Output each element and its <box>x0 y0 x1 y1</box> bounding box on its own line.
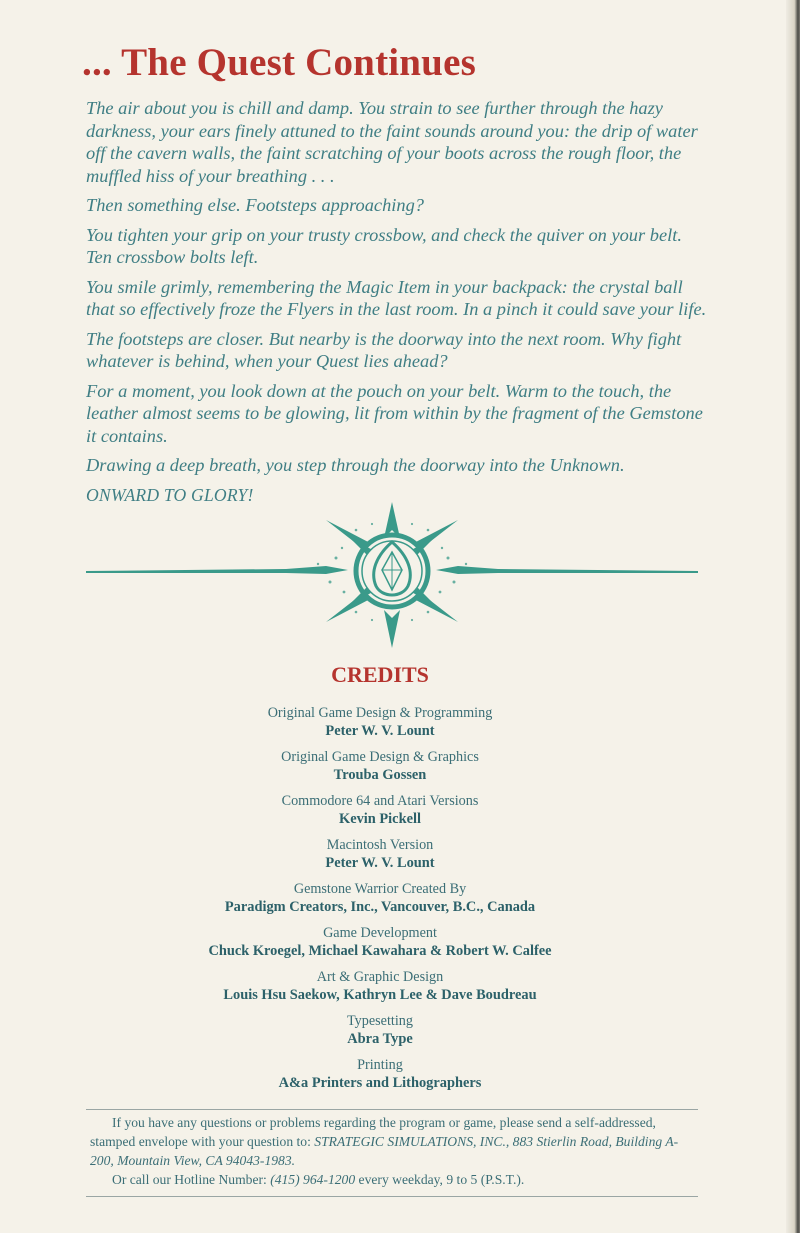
page-title: ... The Quest Continues <box>82 41 476 84</box>
page-edge-shadow <box>786 0 800 1233</box>
contact-intro: If you have any questions or problems regarding the program or game, please send a self-addressed, stamped envelope with your question to: <box>90 1115 656 1149</box>
story-closing: ONWARD TO GLORY! <box>86 484 254 505</box>
credit-name: Trouba Gossen <box>333 767 427 783</box>
credit-name: Peter W. V. Lount <box>325 723 435 739</box>
story-paragraph: The footsteps are closer. But nearby is the doorway into the next room. Why fight whatever is behind, when your Quest lies ahead? <box>86 328 682 371</box>
credits-list <box>0 705 760 1101</box>
credit-entry <box>0 1057 760 1092</box>
story-paragraph: You tighten your grip on your trusty crossbow, and check the quiver on your belt. Ten crossbow bolts left. <box>86 224 682 267</box>
credit-role: Printing <box>357 1057 403 1073</box>
company-address: 883 Stierlin Road, Building A-200, Mountain View, CA 94043-1983. <box>90 1134 679 1168</box>
credit-entry <box>0 925 760 960</box>
credit-name: A&a Printers and Lithographers <box>278 1075 482 1091</box>
story-paragraph: Drawing a deep breath, you step through the doorway into the Unknown. <box>86 455 625 475</box>
credit-entry <box>0 881 760 916</box>
contact-paragraph <box>90 1113 700 1170</box>
hotline-line <box>90 1170 700 1189</box>
credit-name: Paradigm Creators, Inc., Vancouver, B.C., Canada <box>224 899 536 915</box>
story-paragraph: The air about you is chill and damp. You strain to see further through the hazy darkness, your ears finely attuned to the faint sounds around you: the drip of water off the cavern walls, the faint scratching of your boots across the rough floor, the muffled hiss of your breathing . . . <box>86 98 698 186</box>
credit-name: Peter W. V. Lount <box>325 855 435 871</box>
story-paragraph: You smile grimly, remembering the Magic Item in your backpack: the crystal ball that so effectively froze the Flyers in the last room. In a pinch it could save your life. <box>86 276 707 319</box>
credit-entry <box>0 793 760 828</box>
credit-entry <box>0 705 760 740</box>
credit-name: Kevin Pickell <box>339 811 421 827</box>
credit-entry <box>0 837 760 872</box>
credit-role: Art & Graphic Design <box>316 969 444 985</box>
credit-role: Original Game Design & Graphics <box>281 749 479 765</box>
credit-role: Game Development <box>323 925 437 941</box>
company-name: STRATEGIC SIMULATIONS, INC., <box>314 1134 510 1149</box>
credit-role: Commodore 64 and Atari Versions <box>281 793 479 809</box>
credit-role: Macintosh Version <box>326 837 434 853</box>
credit-name: Chuck Kroegel, Michael Kawahara & Robert W. Calfee <box>208 943 552 959</box>
hotline-prefix: Or call our Hotline Number: <box>112 1172 267 1187</box>
gemstone-ornament-icon <box>86 500 698 650</box>
story-paragraph: For a moment, you look down at the pouch on your belt. Warm to the touch, the leather almost seems to be glowing, lit from within by the fragment of the Gemstone it contains. <box>86 380 703 446</box>
credit-role: Original Game Design & Programming <box>267 705 493 721</box>
story-text <box>86 97 711 506</box>
credit-name: Abra Type <box>347 1031 413 1047</box>
credit-entry <box>0 749 760 784</box>
credits-heading: CREDITS <box>331 662 429 687</box>
divider-bottom <box>86 1196 698 1197</box>
credit-role: Gemstone Warrior Created By <box>293 881 467 897</box>
credit-role: Typesetting <box>347 1013 413 1029</box>
contact-info <box>90 1113 700 1189</box>
divider-top <box>86 1109 698 1110</box>
credit-entry <box>0 1013 760 1048</box>
story-paragraph: Then something else. Footsteps approaching? <box>86 195 424 215</box>
hotline-hours: every weekday, 9 to 5 (P.S.T.). <box>358 1172 525 1187</box>
credit-entry <box>0 969 760 1004</box>
hotline-number: (415) 964-1200 <box>270 1172 356 1187</box>
credit-name: Louis Hsu Saekow, Kathryn Lee & Dave Boudreau <box>223 987 537 1003</box>
